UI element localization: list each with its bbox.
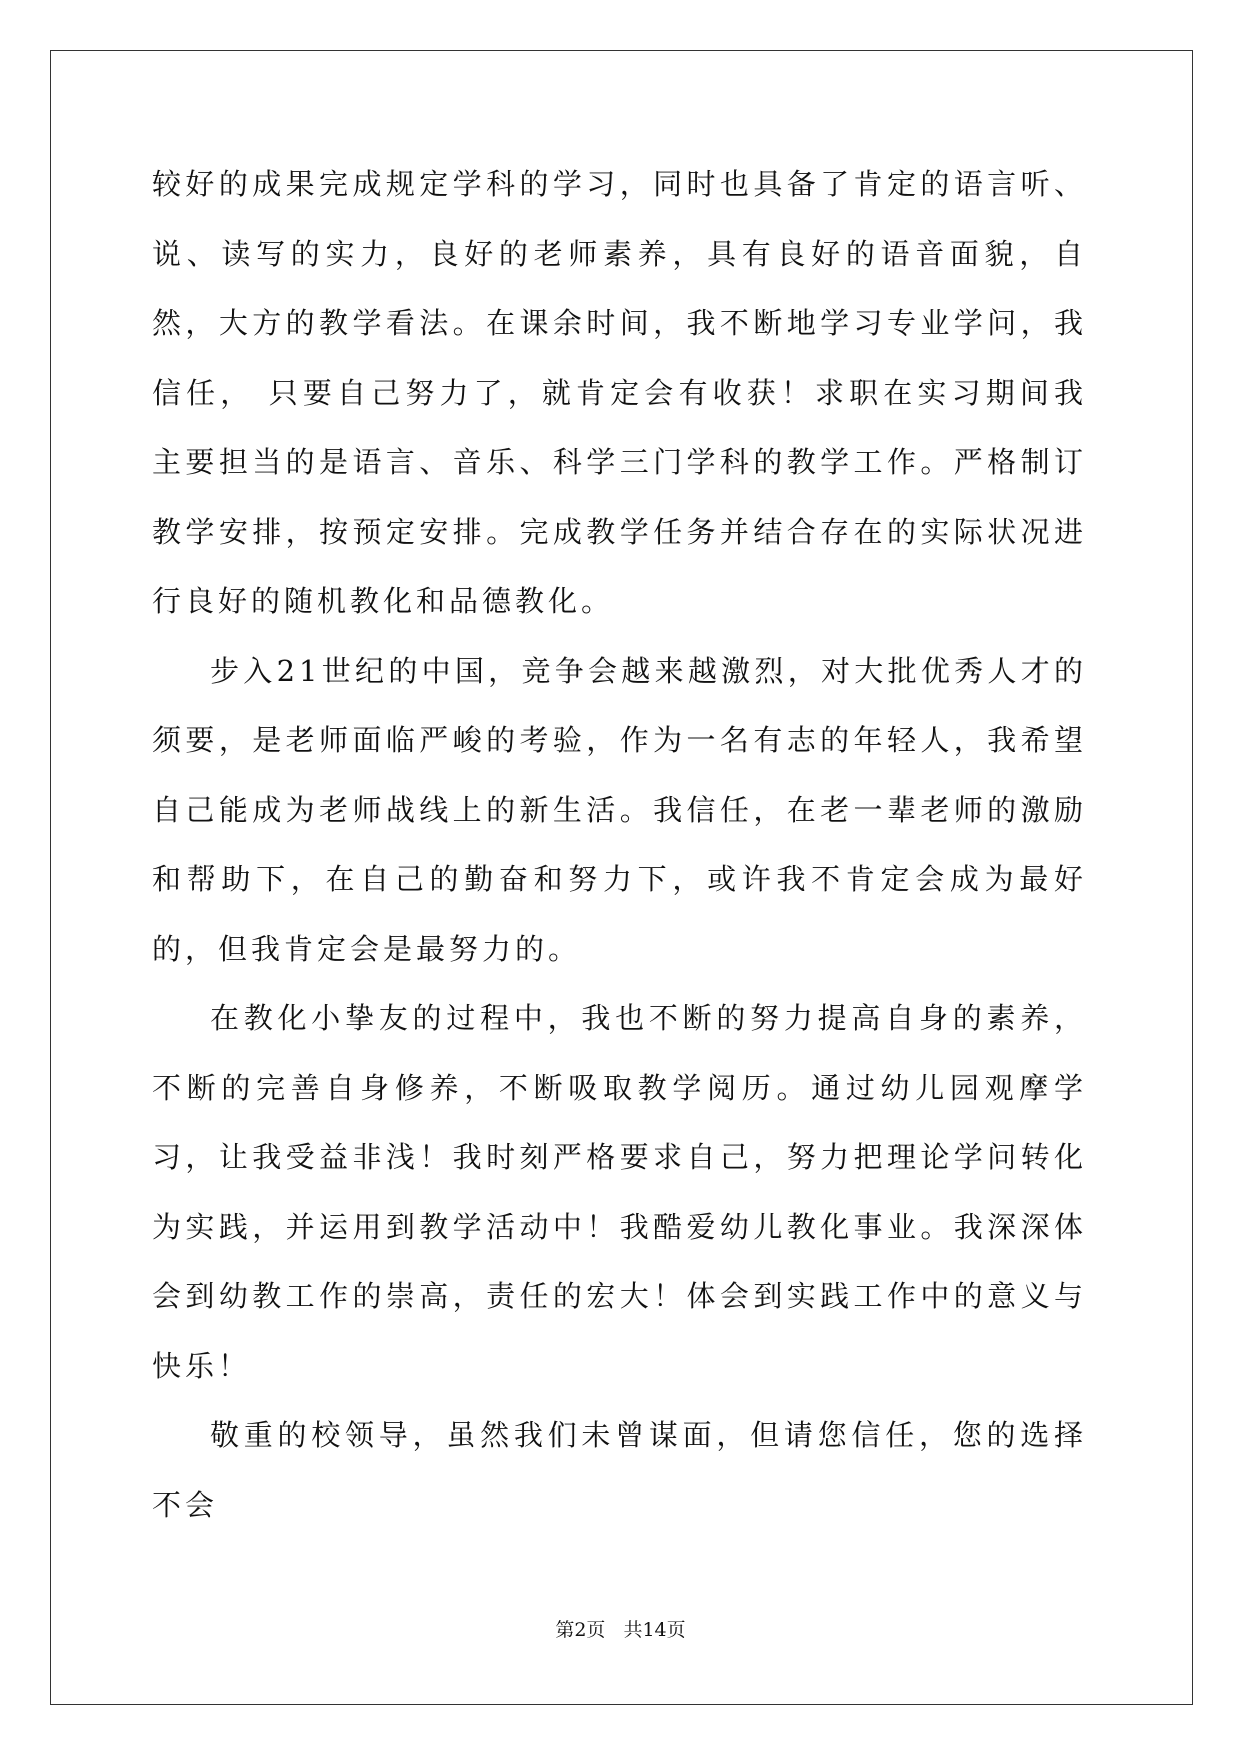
paragraph-1: 较好的成果完成规定学科的学习，同时也具备了肯定的语言听、说、读写的实力，良好的老师素养，具有良好的语音面貌，自然，大方的教学看法。在课余时间，我不断地学习专业学问，我信任， 只要自己努力了，就肯定会有收获！求职在实习期间我主要担当的是语言、音乐、科学三门学科的教学工作。严格制订教学安排，按预定安排。完成教学任务并结合存在的实际状况进行良好的随机教化和品德教化。 <box>152 167 1087 618</box>
page-footer <box>0 1615 1241 1642</box>
paragraph-2: 步入21世纪的中国，竞争会越来越激烈，对大批优秀人才的须要，是老师面临严峻的考验，作为一名有志的年轻人，我希望自己能成为老师战线上的新生活。我信任，在老一辈老师的激励和帮助下，在自己的勤奋和努力下，或许我不肯定会成为最好的，但我肯定会是最努力的。 <box>152 653 1087 966</box>
paragraph-3: 在教化小挚友的过程中，我也不断的努力提高自身的素养，不断的完善自身修养，不断吸取教学阅历。通过幼儿园观摩学习，让我受益非浅！我时刻严格要求自己，努力把理论学问转化为实践，并运用到教学活动中！我酷爱幼儿教化事业。我深深体会到幼教工作的崇高，责任的宏大！体会到实践工作中的意义与快乐！ <box>152 1001 1087 1383</box>
page-number-total: 共14页 <box>623 1619 686 1641</box>
paragraph-4: 敬重的校领导，虽然我们未曾谋面，但请您信任，您的选择不会 <box>152 1418 1087 1522</box>
page-number-current: 第2页 <box>555 1619 606 1641</box>
document-body <box>152 150 1087 1540</box>
